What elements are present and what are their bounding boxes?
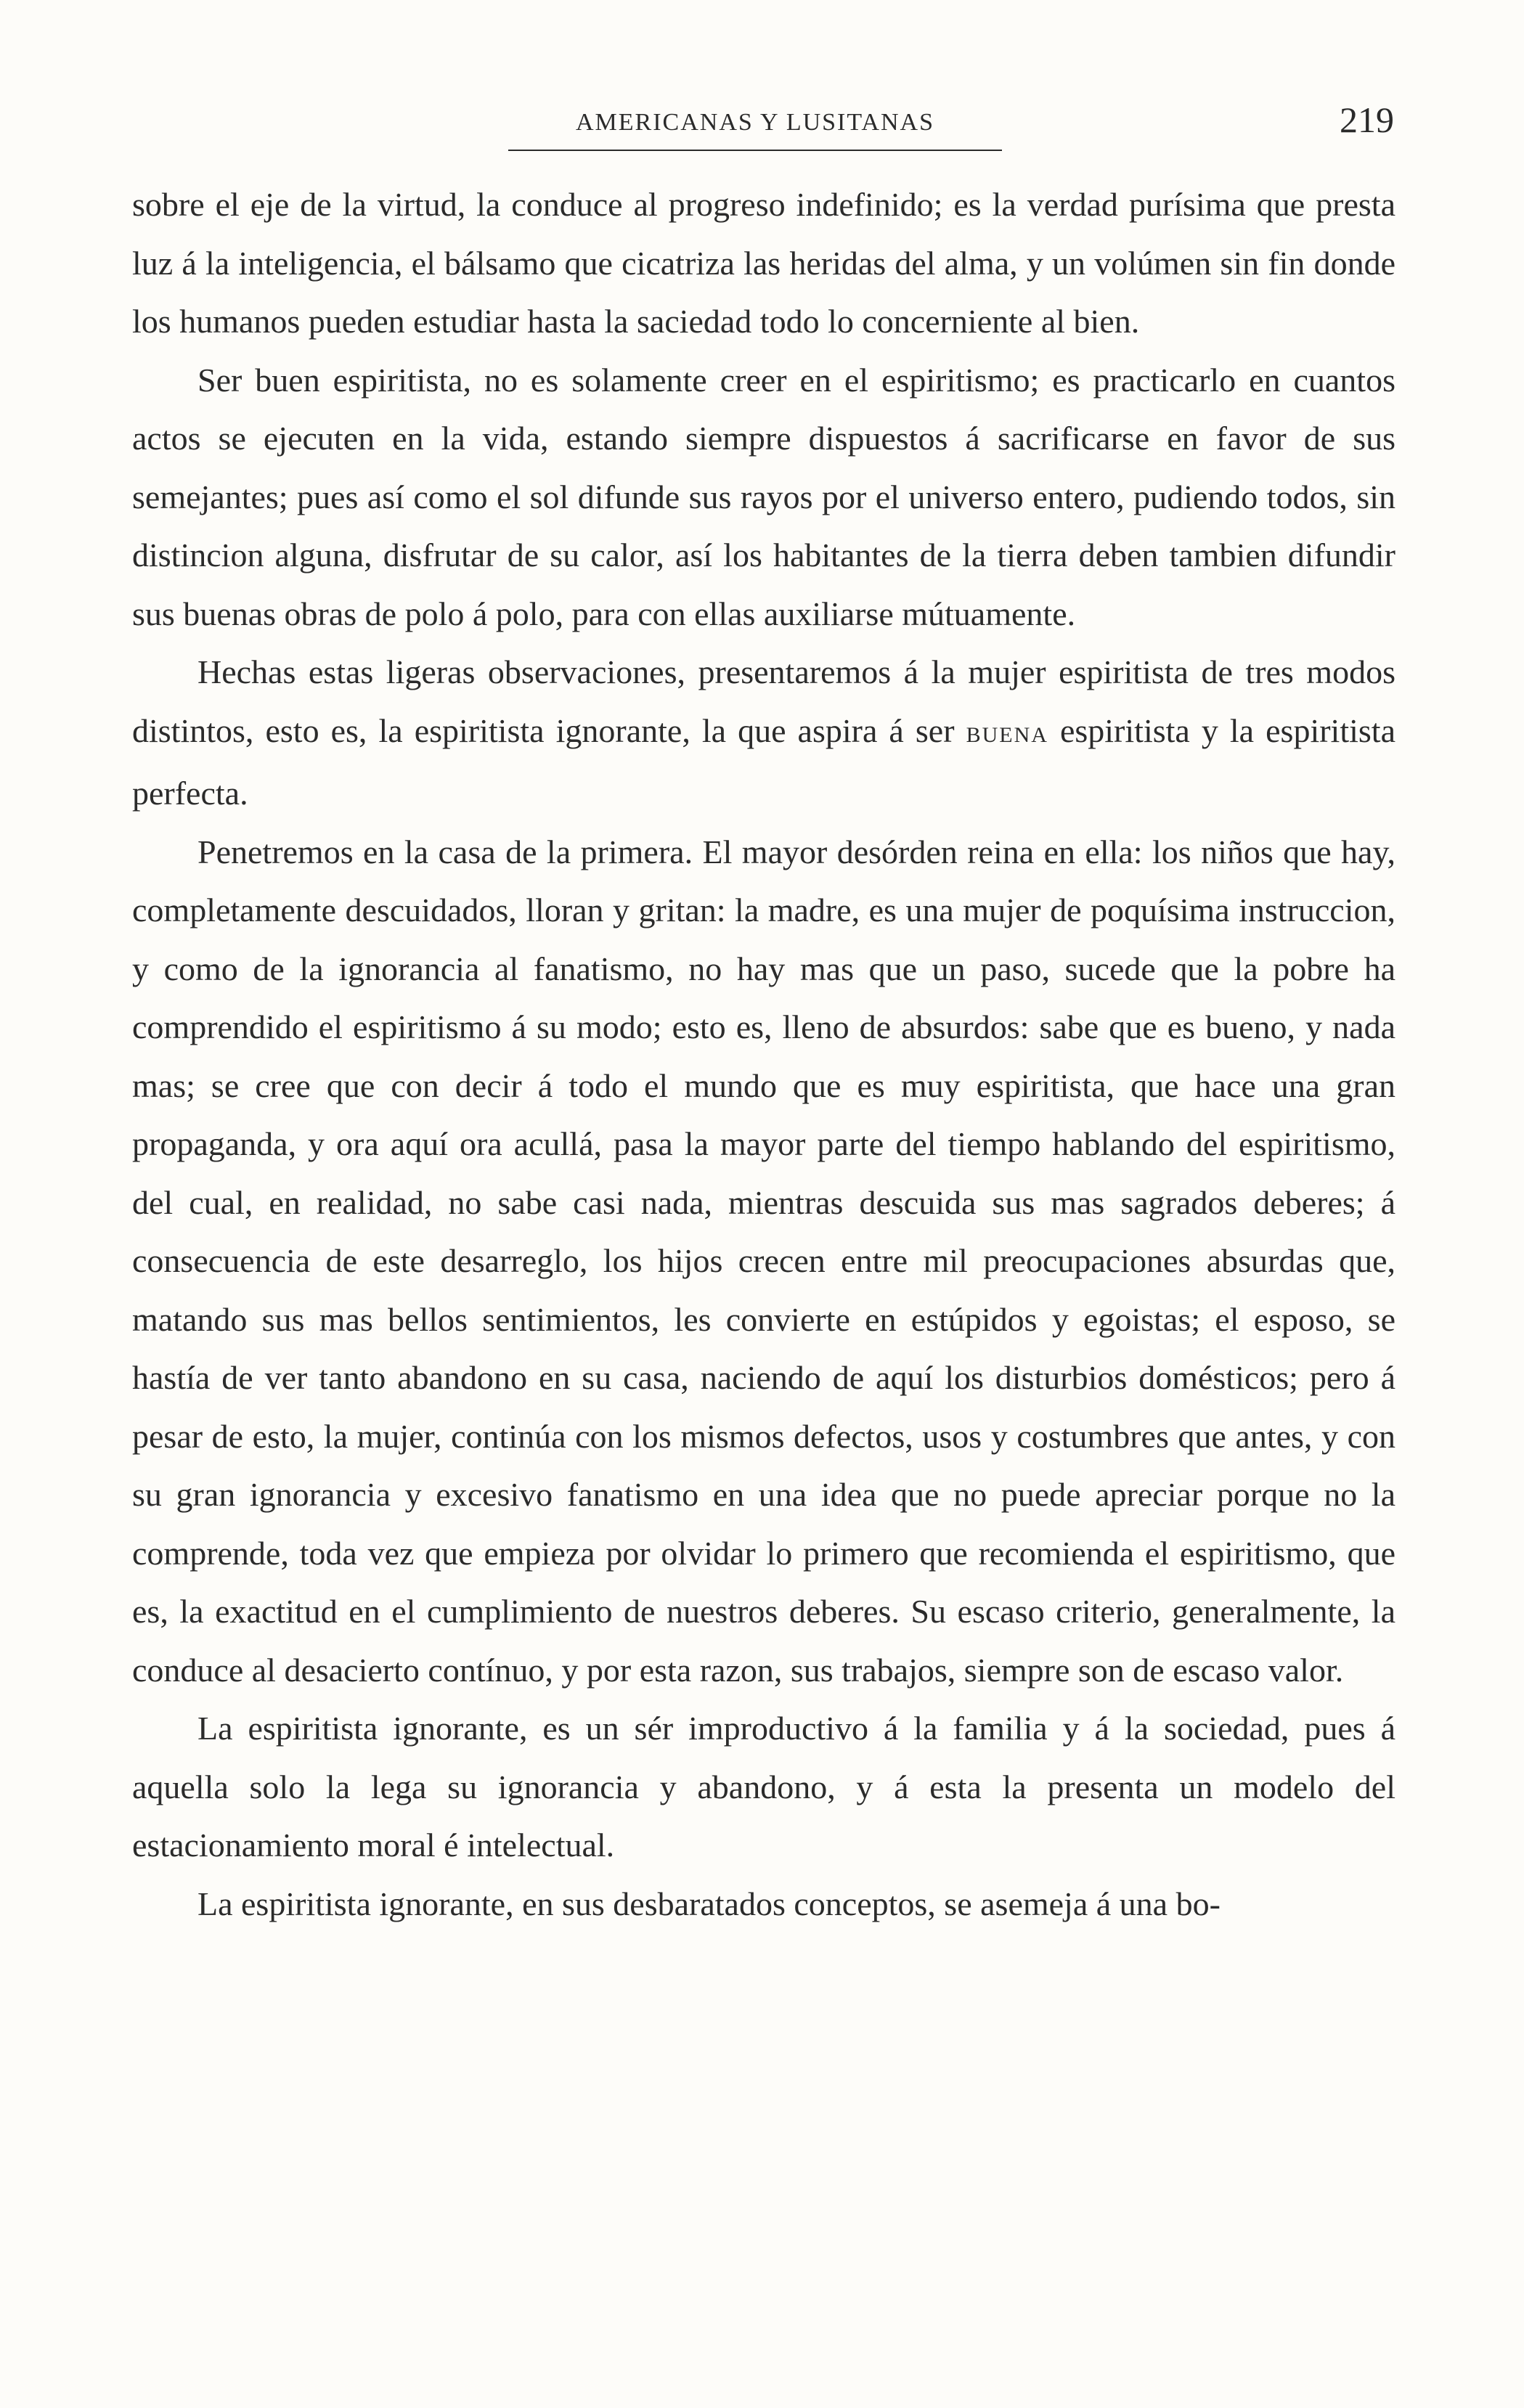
paragraph-2: Ser buen espiritista, no es solamente creer en el espiritismo; es practicarlo en cuantos actos se ejecuten en la vida, estando siempre dispuestos á sacrificarse en favor de sus semejantes; pues así como el sol difunde sus rayos por el universo entero, pudiendo todos, sin distincion alguna, disfrutar de su calor, así los habitantes de la tierra deben tambien difundir sus buenas obras de polo á polo, para con ellas auxiliarse mútuamente. xyxy=(132,361,1395,632)
small-caps-emphasis: BUENA xyxy=(966,722,1048,747)
paragraph-3 xyxy=(132,643,1395,823)
paragraph-4: Penetremos en la casa de la primera. El mayor desórden reina en ella: los niños que hay, completamente descuidados, lloran y gritan: la madre, es una mujer de poquísima instruccion, y como de la ignorancia al fanatismo, no hay mas que un paso, sucede que la pobre ha comprendido el espiritismo á su modo; esto es, lleno de absurdos: sabe que es bueno, y nada mas; se cree que con decir á todo el mundo que es muy espiritista, que hace una gran propaganda, y ora aquí ora acullá, pasa la mayor parte del tiempo hablando del espiritismo, del cual, en realidad, no sabe casi nada, mientras descuida sus mas sagrados deberes; á consecuencia de este desarreglo, los hijos crecen entre mil preocupaciones absurdas que, matando sus mas bellos sentimientos, les convierte en estúpidos y egoistas; el esposo, se hastía de ver tanto abandono en su casa, naciendo de aquí los disturbios domésticos; pero á pesar de esto, la mujer, continúa con los mismos defectos, usos y costumbres que antes, y con su gran ignorancia y excesivo fanatismo en una idea que no puede apreciar porque no la comprende, toda vez que empieza por olvidar lo primero que recomienda el espiritismo, que es, la exactitud en el cumplimiento de nuestros deberes. Su escaso criterio, generalmente, la conduce al desacierto contínuo, y por esta razon, sus trabajos, siempre son de escaso valor. xyxy=(132,833,1395,1689)
page-number: 219 xyxy=(1340,99,1394,140)
paragraph-5: La espiritista ignorante, es un sér improductivo á la familia y á la sociedad, pues á aquella solo la lega su ignorancia y abandono, y á esta la presenta un modelo del estacionamiento moral é intelectual. xyxy=(132,1710,1395,1864)
paragraph-1: sobre el eje de la virtud, la conduce al progreso indefinido; es la verdad purísima que presta luz á la inteligencia, el bálsamo que cicatriza las heridas del alma, y un volúmen sin fin donde los humanos pueden estudiar hasta la saciedad todo lo concerniente al bien. xyxy=(132,186,1395,340)
running-head: AMERICANAS Y LUSITANAS xyxy=(575,109,934,136)
paragraph-3-text-after: espiritista y la espiritista perfecta. xyxy=(132,711,1395,812)
header-rule xyxy=(508,150,1002,151)
body-text xyxy=(132,176,1395,1933)
paragraph-6: La espiritista ignorante, en sus desbaratados conceptos, se asemeja á una bo- xyxy=(197,1885,1221,1922)
paragraph-3-text-before: Hechas estas ligeras observaciones, presentaremos á la mujer espiritista de tres modos distintos, esto es, la espiritista ignorante, la que aspira á ser xyxy=(132,653,1395,749)
